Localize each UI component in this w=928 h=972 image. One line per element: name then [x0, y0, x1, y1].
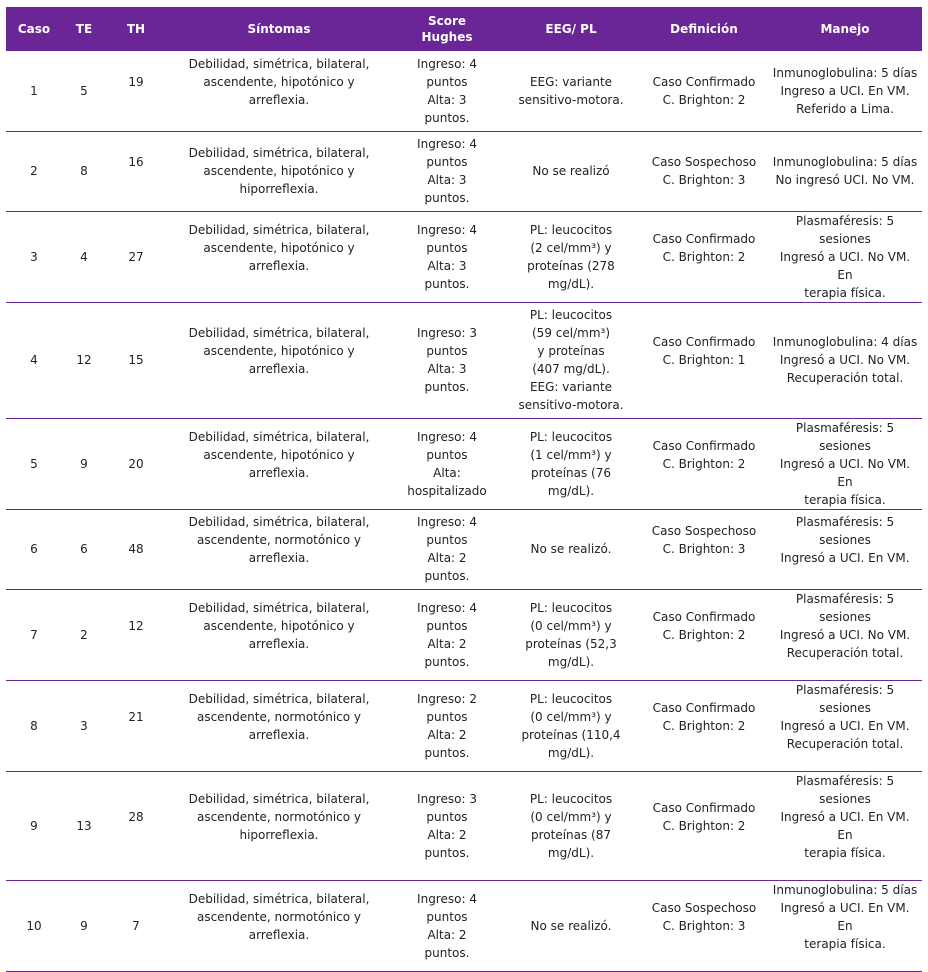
cell-eeg-pl: EEG: variante sensitivo-motora.	[502, 51, 640, 131]
cell-definicion: Caso Confirmado C. Brighton: 2	[640, 418, 768, 509]
cell-eeg-pl: PL: leucocitos (1 cel/mm³) y proteínas (76 mg/dL).	[502, 418, 640, 509]
header-caso: Caso	[6, 7, 62, 51]
cell-sintomas: Debilidad, simétrica, bilateral, ascendente, hipotónico y arreflexia.	[166, 302, 392, 418]
table-row	[6, 418, 922, 509]
cell-manejo: Plasmaféresis: 5 sesiones Ingresó a UCI. No VM. En terapia física.	[768, 418, 922, 509]
cell-definicion: Caso Sospechoso C. Brighton: 3	[640, 509, 768, 589]
header-sintomas: Síntomas	[166, 7, 392, 51]
cell-te: 6	[62, 509, 106, 589]
header-score-hughes: Score Hughes	[392, 7, 502, 51]
table-header-row	[6, 7, 922, 51]
cell-sintomas: Debilidad, simétrica, bilateral, ascendente, normotónico y hiporreflexia.	[166, 771, 392, 880]
cell-te: 4	[62, 211, 106, 302]
cell-manejo: Plasmaféresis: 5 sesiones Ingresó a UCI. En VM.	[768, 509, 922, 589]
cell-definicion: Caso Sospechoso C. Brighton: 3	[640, 131, 768, 211]
cell-manejo: Plasmaféresis: 5 sesiones Ingresó a UCI. En VM. En terapia física.	[768, 771, 922, 880]
cell-eeg-pl: PL: leucocitos (0 cel/mm³) y proteínas (110,4 mg/dL).	[502, 680, 640, 771]
cell-definicion: Caso Sospechoso C. Brighton: 3	[640, 880, 768, 971]
cell-definicion: Caso Confirmado C. Brighton: 2	[640, 680, 768, 771]
cell-sintomas: Debilidad, simétrica, bilateral, ascendente, normotónico y arreflexia.	[166, 680, 392, 771]
cell-hughes: Ingreso: 3 puntos Alta: 2 puntos.	[392, 771, 502, 880]
cell-eeg-pl: No se realizó.	[502, 880, 640, 971]
cell-te: 9	[62, 418, 106, 509]
cell-manejo: Plasmaféresis: 5 sesiones Ingresó a UCI. En VM. Recuperación total.	[768, 680, 922, 771]
header-definicion: Definición	[640, 7, 768, 51]
table-row	[6, 589, 922, 680]
cell-manejo: Plasmaféresis: 5 sesiones Ingresó a UCI. No VM. Recuperación total.	[768, 589, 922, 680]
cell-th: 7	[106, 880, 166, 971]
cases-table	[6, 7, 922, 972]
cell-hughes: Ingreso: 4 puntos Alta: hospitalizado	[392, 418, 502, 509]
cell-eeg-pl: PL: leucocitos (2 cel/mm³) y proteínas (278 mg/dL).	[502, 211, 640, 302]
cell-caso: 4	[6, 302, 62, 418]
cell-th: 19	[106, 51, 166, 131]
cell-te: 8	[62, 131, 106, 211]
cell-te: 2	[62, 589, 106, 680]
cell-sintomas: Debilidad, simétrica, bilateral, ascendente, hipotónico y arreflexia.	[166, 211, 392, 302]
cell-caso: 1	[6, 51, 62, 131]
cell-th: 20	[106, 418, 166, 509]
cell-eeg-pl: No se realizó.	[502, 509, 640, 589]
table-row	[6, 211, 922, 302]
table-row	[6, 880, 922, 971]
cell-hughes: Ingreso: 4 puntos Alta: 2 puntos.	[392, 509, 502, 589]
cell-th: 48	[106, 509, 166, 589]
cell-sintomas: Debilidad, simétrica, bilateral, ascendente, hipotónico y arreflexia.	[166, 589, 392, 680]
cell-sintomas: Debilidad, simétrica, bilateral, ascendente, hipotónico y arreflexia.	[166, 51, 392, 131]
cell-eeg-pl: PL: leucocitos (0 cel/mm³) y proteínas (87 mg/dL).	[502, 771, 640, 880]
cell-manejo: Plasmaféresis: 5 sesiones Ingresó a UCI. No VM. En terapia física.	[768, 211, 922, 302]
cell-hughes: Ingreso: 4 puntos Alta: 3 puntos.	[392, 51, 502, 131]
cell-th: 12	[106, 589, 166, 680]
cell-hughes: Ingreso: 4 puntos Alta: 3 puntos.	[392, 131, 502, 211]
table-row	[6, 680, 922, 771]
cell-te: 3	[62, 680, 106, 771]
table-row	[6, 302, 922, 418]
cell-te: 9	[62, 880, 106, 971]
cell-manejo: Inmunoglobulina: 4 días Ingresó a UCI. No VM. Recuperación total.	[768, 302, 922, 418]
cell-th: 27	[106, 211, 166, 302]
table-row	[6, 51, 922, 131]
header-th: TH	[106, 7, 166, 51]
header-te: TE	[62, 7, 106, 51]
header-manejo: Manejo	[768, 7, 922, 51]
cell-caso: 9	[6, 771, 62, 880]
cell-eeg-pl: PL: leucocitos (59 cel/mm³) y proteínas (407 mg/dL). EEG: variante sensitivo-motora.	[502, 302, 640, 418]
table-row	[6, 509, 922, 589]
cell-manejo: Inmunoglobulina: 5 días Ingreso a UCI. En VM. Referido a Lima.	[768, 51, 922, 131]
cell-sintomas: Debilidad, simétrica, bilateral, ascendente, hipotónico y hiporreflexia.	[166, 131, 392, 211]
table-row	[6, 131, 922, 211]
cell-eeg-pl: No se realizó	[502, 131, 640, 211]
cell-hughes: Ingreso: 4 puntos Alta: 2 puntos.	[392, 880, 502, 971]
cell-caso: 10	[6, 880, 62, 971]
cell-sintomas: Debilidad, simétrica, bilateral, ascendente, normotónico y arreflexia.	[166, 880, 392, 971]
cell-th: 21	[106, 680, 166, 771]
header-eeg-pl: EEG/ PL	[502, 7, 640, 51]
cell-caso: 2	[6, 131, 62, 211]
cell-hughes: Ingreso: 2 puntos Alta: 2 puntos.	[392, 680, 502, 771]
cell-hughes: Ingreso: 4 puntos Alta: 3 puntos.	[392, 211, 502, 302]
cell-definicion: Caso Confirmado C. Brighton: 2	[640, 771, 768, 880]
cell-caso: 3	[6, 211, 62, 302]
cell-caso: 6	[6, 509, 62, 589]
cell-th: 28	[106, 771, 166, 880]
cell-caso: 7	[6, 589, 62, 680]
cell-definicion: Caso Confirmado C. Brighton: 2	[640, 589, 768, 680]
cell-te: 5	[62, 51, 106, 131]
cell-manejo: Inmunoglobulina: 5 días No ingresó UCI. No VM.	[768, 131, 922, 211]
cell-th: 16	[106, 131, 166, 211]
cell-th: 15	[106, 302, 166, 418]
cell-definicion: Caso Confirmado C. Brighton: 2	[640, 211, 768, 302]
table-row	[6, 771, 922, 880]
cell-hughes: Ingreso: 4 puntos Alta: 2 puntos.	[392, 589, 502, 680]
cell-caso: 5	[6, 418, 62, 509]
cell-sintomas: Debilidad, simétrica, bilateral, ascendente, normotónico y arreflexia.	[166, 509, 392, 589]
cell-manejo: Inmunoglobulina: 5 días Ingresó a UCI. En VM. En terapia física.	[768, 880, 922, 971]
cell-hughes: Ingreso: 3 puntos Alta: 3 puntos.	[392, 302, 502, 418]
cell-definicion: Caso Confirmado C. Brighton: 1	[640, 302, 768, 418]
cell-definicion: Caso Confirmado C. Brighton: 2	[640, 51, 768, 131]
cell-te: 13	[62, 771, 106, 880]
cell-eeg-pl: PL: leucocitos (0 cel/mm³) y proteínas (52,3 mg/dL).	[502, 589, 640, 680]
cell-te: 12	[62, 302, 106, 418]
cell-caso: 8	[6, 680, 62, 771]
cell-sintomas: Debilidad, simétrica, bilateral, ascendente, hipotónico y arreflexia.	[166, 418, 392, 509]
